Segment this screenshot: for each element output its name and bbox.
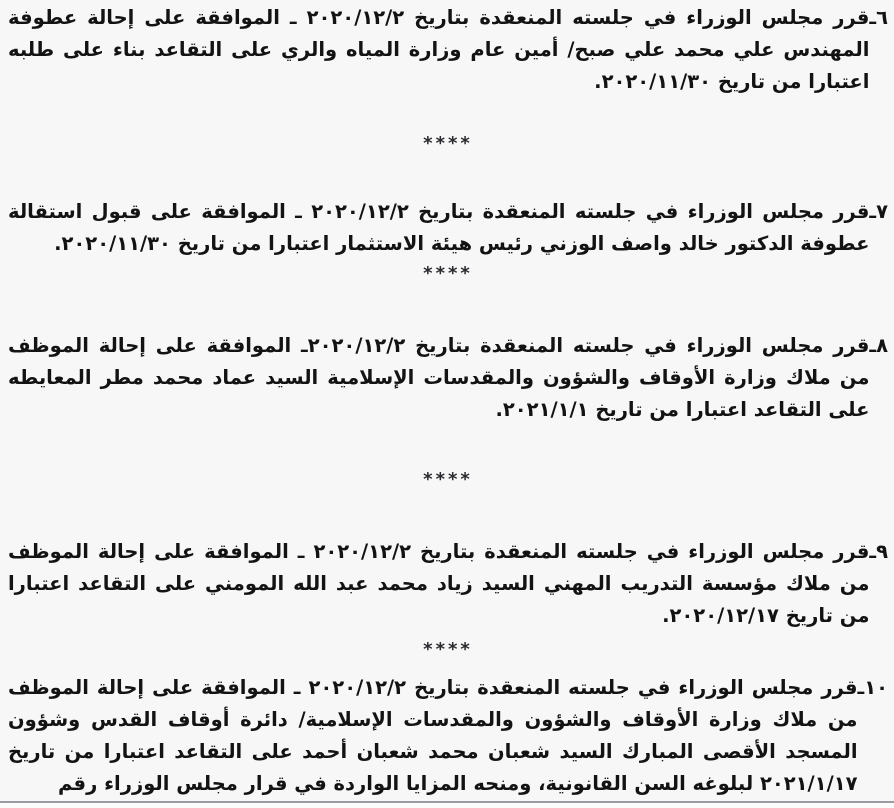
decision-number: ٧ـ: [869, 200, 888, 223]
decision-paragraph-9: [8, 536, 888, 632]
decision-text: قرر مجلس الوزراء في جلسته المنعقدة بتاريخ ٢٠٢٠/١٢/٢ ـ الموافقة على إحالة الموظف من ملاك وزارة الأوقاف والشؤون والمقدسات الإسلامية/ دائرة أوقاف القدس وشؤون المسجد الأقصى المبارك السيد شعبان محمد شعبان أحمد على التقاعد اعتبارا من تاريخ ٢٠٢١/١/١٧ لبلوغه السن القانونية، ومنحه المزايا الواردة في قرار مجلس الوزراء رقم: [8, 676, 858, 795]
decision-text: قرر مجلس الوزراء في جلسته المنعقدة بتاريخ ٢٠٢٠/١٢/٢ ـ الموافقة على إحالة الموظف من ملاك مؤسسة التدريب المهني السيد زياد محمد عبد الله المومني على التقاعد اعتبارا من تاريخ ٢٠٢٠/١٢/١٧.: [8, 540, 870, 627]
decision-paragraph-6: [8, 2, 888, 98]
decision-paragraph-8: [8, 330, 888, 426]
decision-number: ١٠ـ: [857, 676, 888, 699]
decision-paragraph-7: [8, 196, 888, 260]
decision-number: ٩ـ: [869, 540, 888, 563]
asterisk-separator: ****: [423, 133, 473, 154]
decision-paragraph-10: [8, 672, 888, 800]
decision-number: ٨ـ: [869, 334, 888, 357]
decision-number: ٦ـ: [869, 6, 888, 29]
asterisk-separator: ****: [423, 263, 473, 284]
asterisk-separator: ****: [423, 639, 473, 660]
decision-text: قرر مجلس الوزراء في جلسته المنعقدة بتاريخ ٢٠٢٠/١٢/٢ ـ الموافقة على إحالة عطوفة المهندس علي محمد علي صبح/ أمين عام وزارة المياه والري على التقاعد بناء على طلبه اعتبارا من تاريخ ٢٠٢٠/١١/٣٠.: [8, 6, 870, 93]
bottom-divider-line: [0, 801, 894, 808]
asterisk-separator: ****: [423, 469, 473, 490]
decision-text: قرر مجلس الوزراء في جلسته المنعقدة بتاريخ ٢٠٢٠/١٢/٢ ـ الموافقة على قبول استقالة عطوفة الدكتور خالد واصف الوزني رئيس هيئة الاستثمار اعتبارا من تاريخ ٢٠٢٠/١١/٣٠.: [8, 200, 870, 255]
decision-text: قرر مجلس الوزراء في جلسته المنعقدة بتاريخ ٢٠٢٠/١٢/٢ـ الموافقة على إحالة الموظف من ملاك وزارة الأوقاف والشؤون والمقدسات الإسلامية السيد عماد محمد مطر المعايطه على التقاعد اعتبارا من تاريخ ٢٠٢١/١/١.: [8, 334, 870, 421]
